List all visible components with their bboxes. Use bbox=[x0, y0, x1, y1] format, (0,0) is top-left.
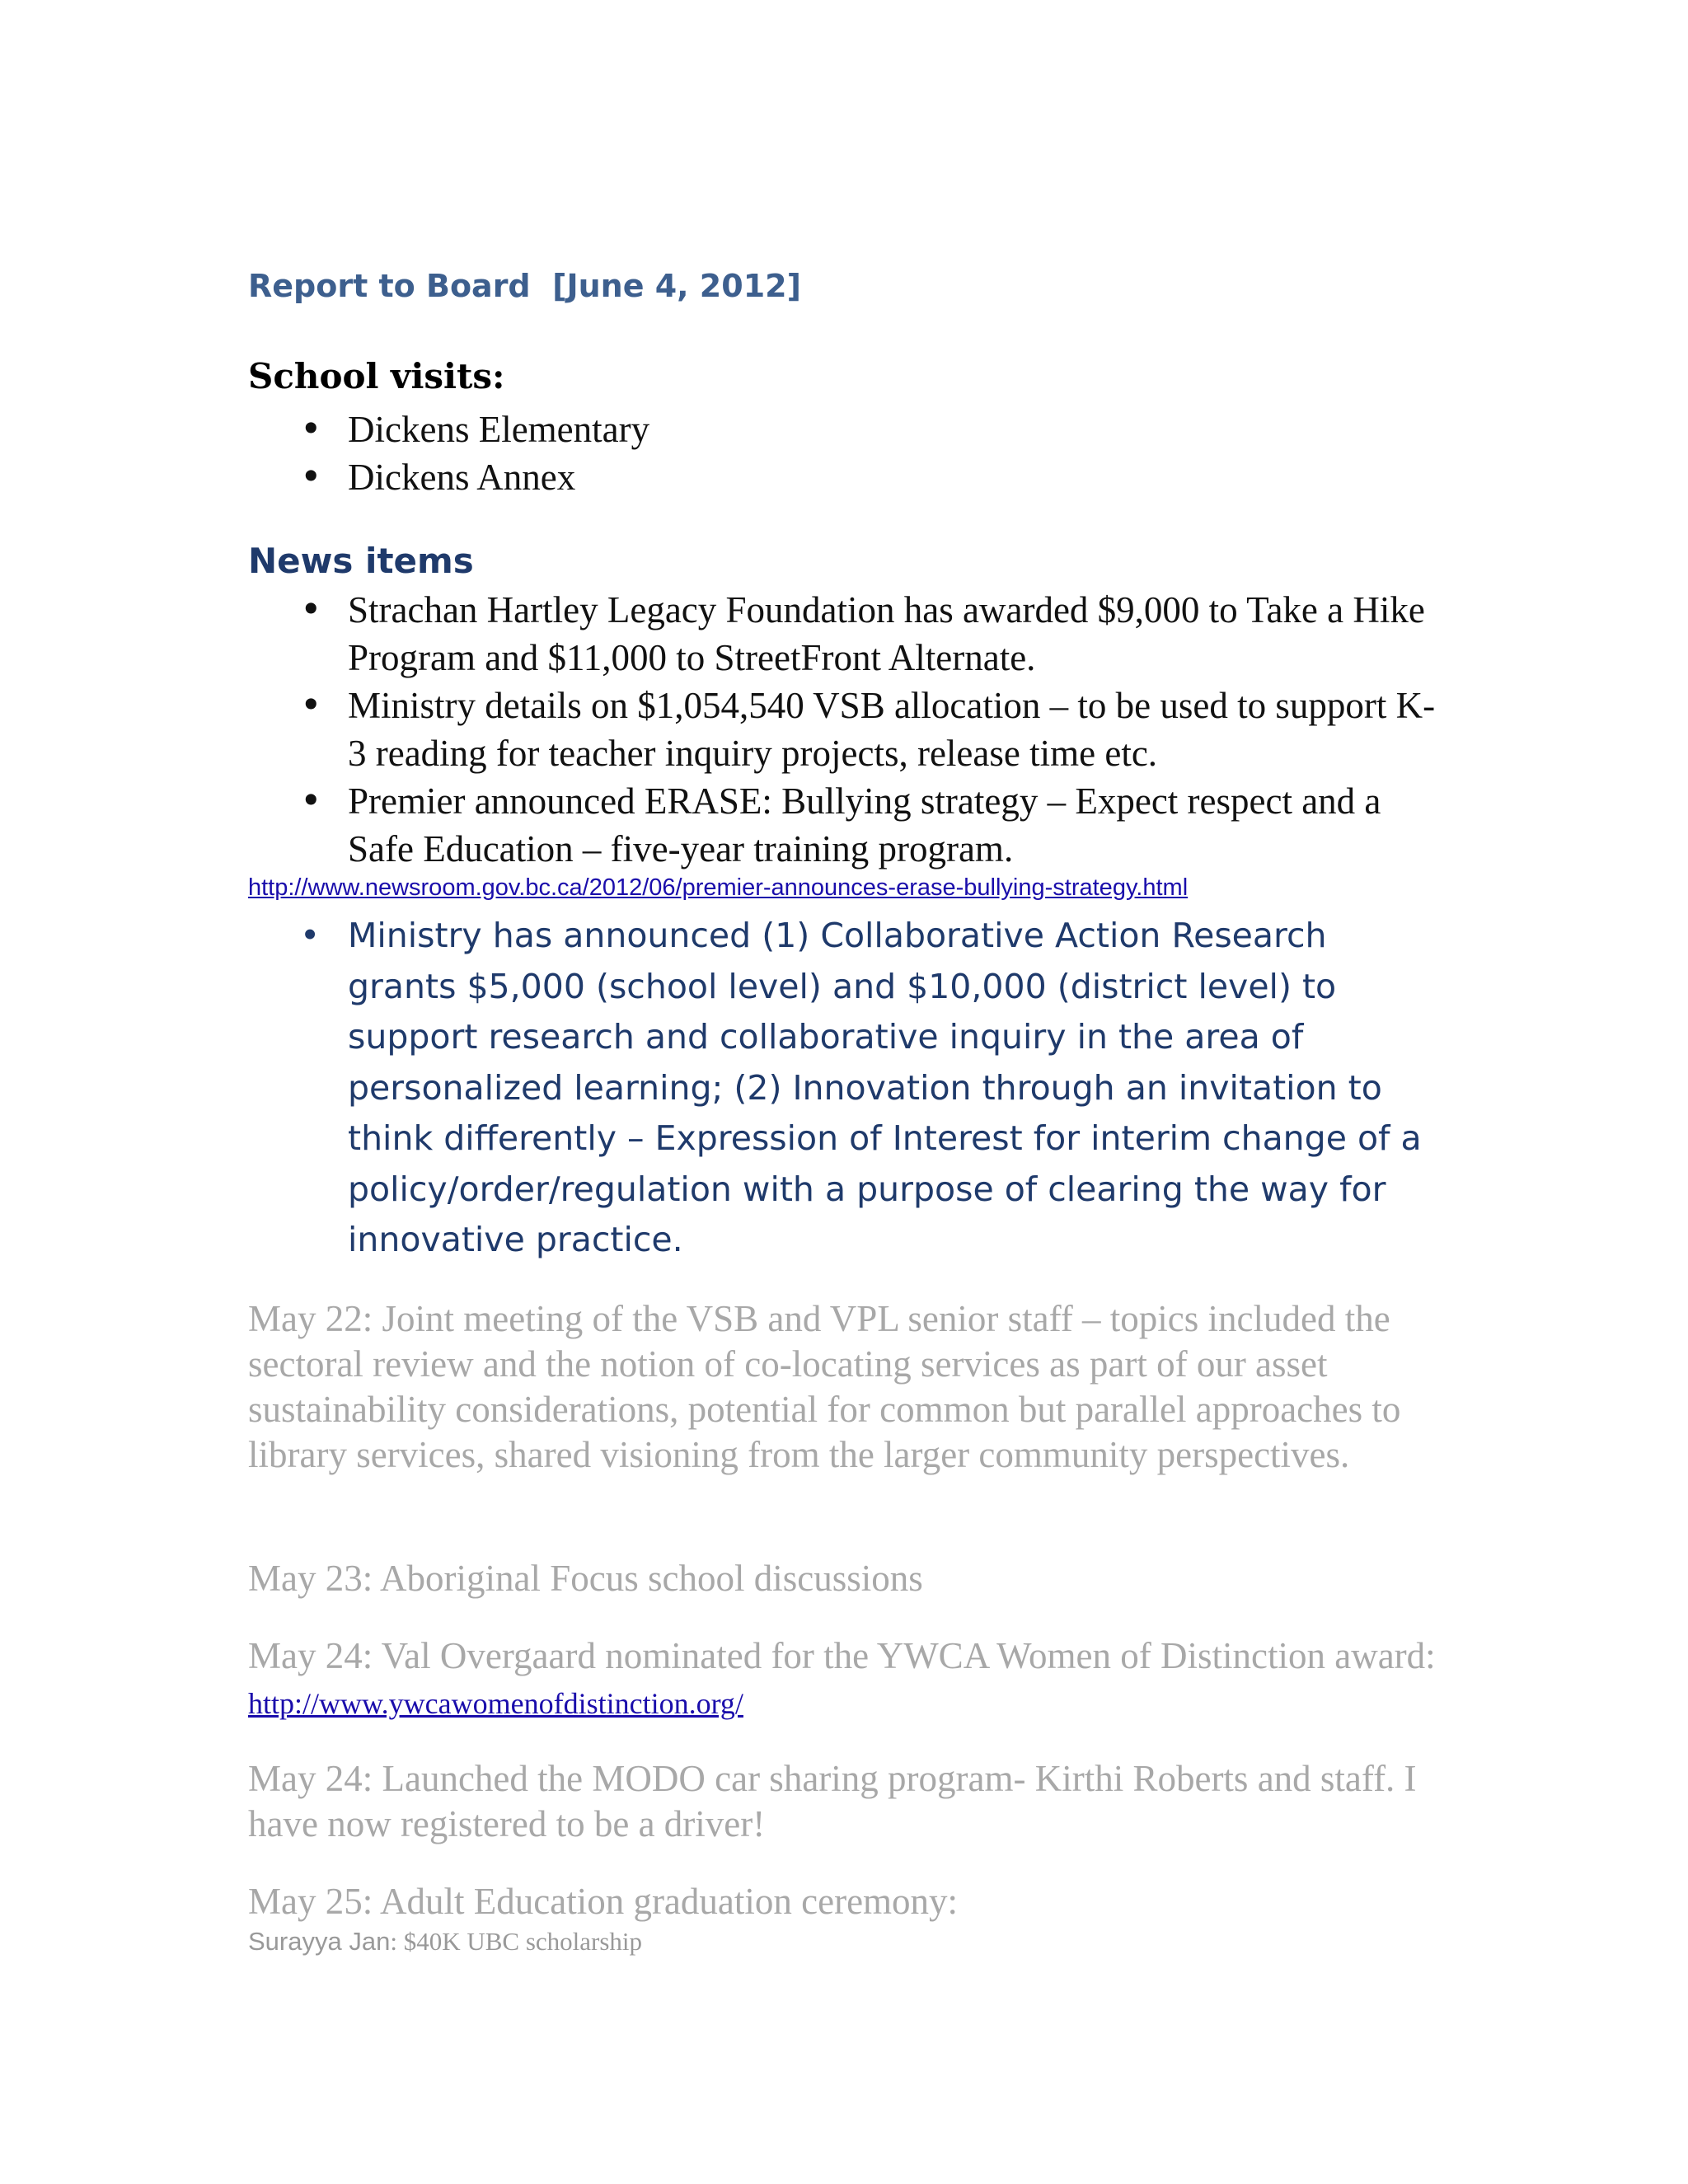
scholarship-line bbox=[248, 1927, 642, 1957]
school-visits-heading: School visits: bbox=[248, 356, 505, 396]
report-title: Report to Board [June 4, 2012] bbox=[248, 268, 801, 304]
bullet-icon: • bbox=[300, 407, 322, 451]
school-name: Dickens Elementary bbox=[348, 409, 650, 450]
event-may22: May 22: Joint meeting of the VSB and VPL senior staff – topics included the sectoral review and the notion of co-locating services as part of our asset sustainability considerations, potential for common but parallel approaches to library services, shared visioning from the larger community perspectives. bbox=[248, 1298, 1401, 1475]
news-item-text: Strachan Hartley Legacy Foundation has awarded $9,000 to Take a Hike Program and $11,000 to StreetFront Alternate. bbox=[348, 589, 1425, 678]
bullet-icon: • bbox=[300, 683, 322, 727]
bullet-icon: • bbox=[300, 779, 322, 823]
list-item bbox=[300, 682, 1444, 777]
list-item bbox=[300, 405, 1419, 453]
scholarship-name: Surayya Jan bbox=[248, 1927, 391, 1956]
event-may24-modo: May 24: Launched the MODO car sharing program- Kirthi Roberts and staff. I have now registered to be a driver! bbox=[248, 1758, 1417, 1844]
event-may24-award-text: May 24: Val Overgaard nominated for the YWCA Women of Distinction award: bbox=[248, 1635, 1436, 1676]
news-items-heading: News items bbox=[248, 541, 474, 581]
ministry-announcement-text: Ministry has announced (1) Collaborative Action Research grants $5,000 (school level) and $10,000 (district level) to support research and collaborative inquiry in the area of personalized learning; (2) Innovation through an invitation to think differently – Expression of Interest for interim change of a policy/order/regulation with a purpose of clearing the way for innovative practice. bbox=[348, 916, 1422, 1259]
bullet-icon: • bbox=[300, 588, 322, 631]
bullet-icon: • bbox=[300, 455, 322, 499]
list-item bbox=[300, 586, 1444, 682]
erase-strategy-link[interactable]: http://www.newsroom.gov.bc.ca/2012/06/premier-announces-erase-bullying-strategy.html bbox=[248, 874, 1189, 901]
school-visits-list bbox=[300, 405, 1419, 501]
list-item bbox=[300, 911, 1444, 1266]
school-name: Dickens Annex bbox=[348, 457, 576, 498]
list-item bbox=[300, 453, 1419, 501]
list-item bbox=[300, 777, 1444, 873]
ministry-announcement-list bbox=[300, 911, 1444, 1266]
event-may24-award bbox=[248, 1633, 1443, 1727]
news-item-text: Ministry details on $1,054,540 VSB allocation – to be used to support K-3 reading for teacher inquiry projects, release time etc. bbox=[348, 685, 1436, 774]
bullet-icon: • bbox=[300, 916, 321, 955]
news-item-text: Premier announced ERASE: Bullying strategy – Expect respect and a Safe Education – five-year training program. bbox=[348, 780, 1381, 869]
news-items-list bbox=[300, 586, 1444, 873]
event-may25: May 25: Adult Education graduation ceremony: bbox=[248, 1881, 959, 1922]
scholarship-detail: : $40K UBC scholarship bbox=[390, 1927, 643, 1956]
ywca-link[interactable]: http://www.ywcawomenofdistinction.org/ bbox=[248, 1687, 743, 1720]
event-may23: May 23: Aboriginal Focus school discussions bbox=[248, 1558, 923, 1599]
